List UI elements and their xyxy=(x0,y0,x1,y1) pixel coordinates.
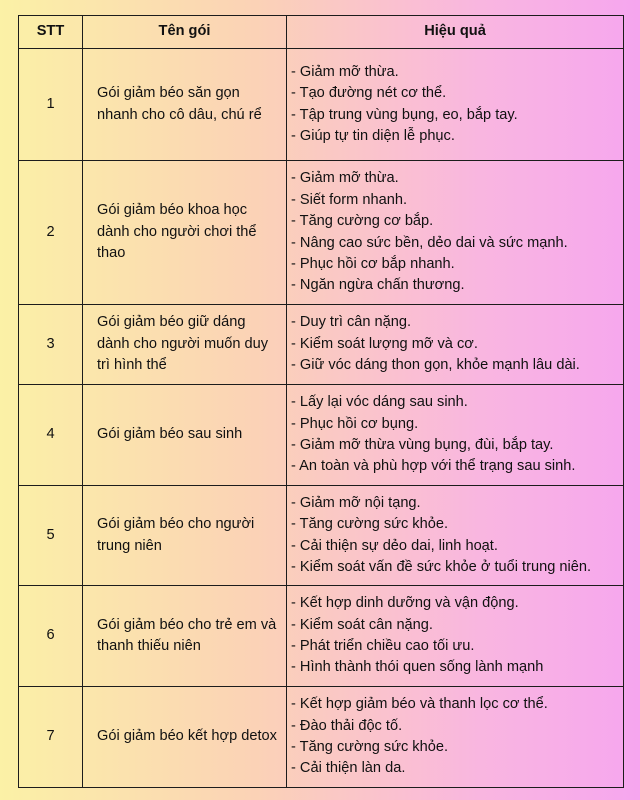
effect-item: - Kiểm soát cân nặng. xyxy=(291,616,433,633)
effect-item: - Cải thiện làn da. xyxy=(291,760,406,777)
header-name: Tên gói xyxy=(83,16,287,49)
effect-item: - Duy trì cân nặng. xyxy=(291,314,412,331)
row-effects xyxy=(287,49,624,161)
row-stt: 7 xyxy=(19,687,83,788)
table-row xyxy=(19,49,624,161)
row-stt: 5 xyxy=(19,486,83,586)
row-package-name: Gói giảm béo sau sinh xyxy=(83,385,287,486)
table-row xyxy=(19,687,624,788)
row-stt: 2 xyxy=(19,161,83,305)
row-stt: 6 xyxy=(19,586,83,687)
row-package-name: Gói giảm béo cho trẻ em và thanh thiếu niên xyxy=(83,586,287,687)
row-effects xyxy=(287,486,624,586)
row-package-name: Gói giảm béo săn gọn nhanh cho cô dâu, chú rể xyxy=(83,49,287,161)
row-package-name: Gói giảm béo cho người trung niên xyxy=(83,486,287,586)
row-stt: 3 xyxy=(19,305,83,385)
effect-item: - Kết hợp dinh dưỡng và vận động. xyxy=(291,595,519,612)
effect-item: - Tăng cường cơ bắp. xyxy=(291,213,434,230)
package-table-container xyxy=(18,15,623,788)
row-package-name: Gói giảm béo giữ dáng dành cho người muốn duy trì hình thể xyxy=(83,305,287,385)
effect-item: - Tạo đường nét cơ thể. xyxy=(291,85,447,102)
effect-item: - Ngăn ngừa chấn thương. xyxy=(291,277,465,294)
effect-item: - An toàn và phù hợp với thể trạng sau sinh. xyxy=(291,458,576,475)
effect-item: - Phục hồi cơ bắp nhanh. xyxy=(291,255,455,272)
effect-item: - Kiểm soát lượng mỡ và cơ. xyxy=(291,335,478,352)
effect-item: - Giúp tự tin diện lễ phục. xyxy=(291,127,455,144)
effect-item: - Giảm mỡ thừa. xyxy=(291,63,399,80)
row-effects xyxy=(287,586,624,687)
effect-item: - Tập trung vùng bụng, eo, bắp tay. xyxy=(291,106,518,123)
table-header-row xyxy=(19,16,624,49)
header-stt: STT xyxy=(19,16,83,49)
table-row xyxy=(19,385,624,486)
effect-item: - Giảm mỡ nội tạng. xyxy=(291,494,421,511)
effect-item: - Đào thải độc tố. xyxy=(291,717,403,734)
effect-item: - Kết hợp giảm béo và thanh lọc cơ thể. xyxy=(291,696,548,713)
row-effects xyxy=(287,385,624,486)
header-effect: Hiệu quả xyxy=(287,16,624,49)
table-row xyxy=(19,161,624,305)
table-row xyxy=(19,486,624,586)
effect-item: - Siết form nhanh. xyxy=(291,191,407,208)
effect-item: - Lấy lại vóc dáng sau sinh. xyxy=(291,394,468,411)
effect-item: - Phục hồi cơ bụng. xyxy=(291,415,419,432)
effect-item: - Nâng cao sức bền, dẻo dai và sức mạnh. xyxy=(291,234,568,251)
table-row xyxy=(19,586,624,687)
row-effects xyxy=(287,305,624,385)
row-stt: 1 xyxy=(19,49,83,161)
package-table xyxy=(18,15,624,788)
row-package-name: Gói giảm béo khoa học dành cho người chơi thể thao xyxy=(83,161,287,305)
effect-item: - Tăng cường sức khỏe. xyxy=(291,516,449,533)
table-row xyxy=(19,305,624,385)
effect-item: - Tăng cường sức khỏe. xyxy=(291,739,449,755)
effect-item: - Giữ vóc dáng thon gọn, khỏe mạnh lâu dài. xyxy=(291,357,580,374)
effect-item: - Kiểm soát vấn đề sức khỏe ở tuổi trung niên. xyxy=(291,558,592,575)
effect-item: - Hình thành thói quen sống lành mạnh xyxy=(291,659,544,676)
row-effects xyxy=(287,161,624,305)
effect-item: - Giảm mỡ thừa vùng bụng, đùi, bắp tay. xyxy=(291,437,554,453)
effect-item: - Giảm mỡ thừa. xyxy=(291,170,399,187)
row-stt: 4 xyxy=(19,385,83,486)
effect-item: - Cải thiện sự dẻo dai, linh hoạt. xyxy=(291,537,498,554)
row-package-name: Gói giảm béo kết hợp detox xyxy=(83,687,287,788)
row-effects xyxy=(287,687,624,788)
effect-item: - Phát triển chiều cao tối ưu. xyxy=(291,638,475,654)
